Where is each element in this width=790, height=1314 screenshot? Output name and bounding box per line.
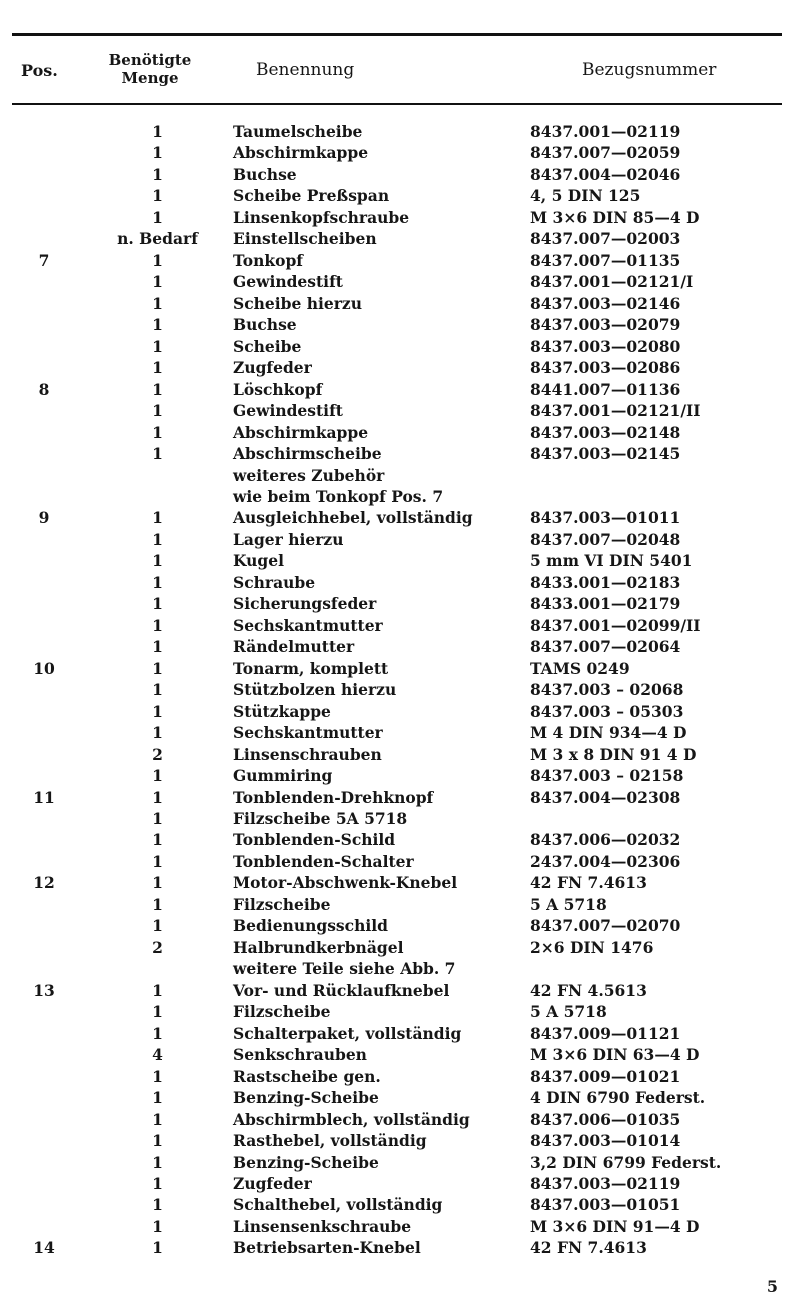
header-bezugsnummer: Bezugsnummer [582,60,717,80]
table-row [0,1066,790,1087]
table-row [0,1152,790,1173]
row-designation: Stützkappe [233,701,331,721]
table-row [0,1130,790,1151]
row-designation: Filzscheibe [233,894,331,914]
row-designation: Linsensenkschraube [233,1216,412,1236]
row-quantity: 1 [152,293,163,313]
row-quantity: 1 [152,1109,163,1129]
row-quantity: 1 [152,1088,163,1108]
row-pos: 13 [33,980,55,1000]
row-reference-number: 5 mm VI DIN 5401 [530,551,693,571]
row-reference-number: 8437.003—01051 [530,1195,681,1215]
row-quantity: 1 [152,572,163,592]
top-rule [12,33,782,36]
row-quantity: 1 [152,1173,163,1193]
table-row [0,829,790,850]
table-row [0,1216,790,1237]
row-quantity: 1 [152,358,163,378]
row-designation: Sechskantmutter [233,615,383,635]
row-designation: Schalthebel, vollständig [233,1195,443,1215]
table-row [0,550,790,571]
row-pos: 11 [33,787,55,807]
row-reference-number: 8437.003—02080 [530,336,681,356]
row-designation: Löschkopf [233,379,323,399]
table-body [0,121,790,1259]
row-quantity: 1 [152,250,163,270]
table-row [0,422,790,443]
row-reference-number: 4, 5 DIN 125 [530,186,641,206]
row-designation: Zugfeder [233,358,312,378]
table-row [0,228,790,249]
row-quantity: 1 [152,1195,163,1215]
table-row [0,271,790,292]
row-reference-number: 8437.004—02308 [530,787,681,807]
row-designation: Gummiring [233,766,333,786]
row-quantity: 1 [152,1238,163,1258]
row-reference-number: M 4 DIN 934—4 D [530,723,687,743]
row-quantity: 1 [152,444,163,464]
row-pos: 8 [38,379,50,399]
row-reference-number: 2437.004—02306 [530,851,681,871]
page-number: 5 [766,1277,778,1296]
row-designation: Buchse [233,315,297,335]
row-quantity: 2 [152,744,163,764]
row-reference-number: 4 DIN 6790 Federst. [530,1088,706,1108]
table-row [0,915,790,936]
row-reference-number: M 3×6 DIN 85—4 D [530,207,700,227]
row-reference-number: 42 FN 7.4613 [530,1238,647,1258]
row-quantity: 1 [152,143,163,163]
row-designation: Linsenkopfschraube [233,207,410,227]
row-quantity: 1 [152,315,163,335]
row-quantity: 1 [152,830,163,850]
row-reference-number: 8437.003—02119 [530,1173,681,1193]
row-reference-number: 8437.003—02148 [530,422,681,442]
row-pos: 7 [38,250,50,270]
table-row [0,1087,790,1108]
row-designation: Abschirmkappe [233,422,369,442]
table-row [0,958,790,979]
row-reference-number: 8437.007—01135 [530,250,681,270]
table-row [0,314,790,335]
row-designation: Ausgleichhebel, vollständig [233,508,473,528]
row-quantity: 1 [152,1152,163,1172]
row-designation: Tonblenden-Schalter [233,851,414,871]
row-quantity: 1 [152,422,163,442]
row-designation: Einstellscheiben [233,229,377,249]
table-row [0,529,790,550]
row-designation: Abschirmblech, vollständig [233,1109,470,1129]
table-row [0,744,790,765]
row-designation: weiteres Zubehör [233,465,385,485]
row-quantity: 1 [152,551,163,571]
row-designation: Stützbolzen hierzu [233,680,397,700]
row-designation: wie beim Tonkopf Pos. 7 [233,486,444,506]
row-reference-number: 5 A 5718 [530,1002,607,1022]
row-reference-number: 8437.003—02086 [530,358,681,378]
table-row [0,615,790,636]
row-designation: Rändelmutter [233,637,355,657]
row-reference-number: 8433.001—02183 [530,572,681,592]
row-designation: Gewindestift [233,401,343,421]
row-designation: Benzing-Scheibe [233,1152,379,1172]
row-reference-number: 8437.009—01021 [530,1066,681,1086]
row-designation: Rasthebel, vollständig [233,1131,427,1151]
table-row [0,894,790,915]
table-row [0,937,790,958]
row-quantity: 1 [152,680,163,700]
table-row [0,636,790,657]
row-quantity: 4 [152,1045,163,1065]
row-designation: Tonblenden-Schild [233,830,396,850]
row-quantity: 1 [152,809,163,828]
table-row [0,1109,790,1130]
row-designation: Linsenschrauben [233,744,382,764]
row-designation: Zugfeder [233,1173,312,1193]
row-quantity: 1 [152,658,163,678]
table-row [0,765,790,786]
row-designation: Scheibe [233,336,302,356]
row-designation: Sicherungsfeder [233,594,377,614]
row-quantity: 1 [152,1066,163,1086]
table-row [0,142,790,163]
table-row [0,486,790,507]
row-designation: Filzscheibe [233,1002,331,1022]
row-designation: Schalterpaket, vollständig [233,1023,462,1043]
row-designation: Rastscheibe gen. [233,1066,381,1086]
row-reference-number: 8437.003 – 02158 [530,766,684,786]
table-row [0,722,790,743]
row-reference-number: 8437.006—01035 [530,1109,681,1129]
table-row [0,658,790,679]
header-menge-line2: Menge [121,69,179,87]
row-quantity: 1 [152,894,163,914]
row-reference-number: 8437.007—02059 [530,143,681,163]
row-reference-number: 3,2 DIN 6799 Federst. [530,1152,722,1172]
table-row [0,808,790,829]
row-quantity: 1 [152,851,163,871]
row-reference-number: 2×6 DIN 1476 [530,937,654,957]
row-reference-number: M 3×6 DIN 91—4 D [530,1216,700,1236]
table-row [0,787,790,808]
row-reference-number: 8441.007—01136 [530,379,681,399]
table-row [0,980,790,1001]
row-pos: 9 [38,508,50,528]
table-row [0,443,790,464]
row-reference-number: 8437.003—01014 [530,1131,681,1151]
row-designation: Taumelscheibe [233,122,363,141]
row-quantity: 1 [152,401,163,421]
row-designation: Schraube [233,572,316,592]
table-row [0,1044,790,1065]
table-row [0,185,790,206]
row-quantity: 1 [152,1002,163,1022]
row-reference-number: 5 A 5718 [530,894,607,914]
table-row [0,357,790,378]
row-pos: 14 [33,1238,55,1258]
row-designation: Betriebsarten-Knebel [233,1238,421,1258]
row-reference-number: 8437.003—02145 [530,444,681,464]
row-quantity: 1 [152,701,163,721]
row-pos: 10 [33,658,55,678]
table-row [0,465,790,486]
table-row [0,1023,790,1044]
row-designation: Sechskantmutter [233,723,383,743]
row-reference-number: 8433.001—02179 [530,594,681,614]
row-quantity: 1 [152,980,163,1000]
row-reference-number: 8437.003—02146 [530,293,681,313]
row-reference-number: 8437.001—02119 [530,122,681,141]
row-designation: Abschirmscheibe [233,444,382,464]
row-reference-number: 8437.006—02032 [530,830,681,850]
header-benennung: Benennung [256,60,355,80]
header-pos: Pos. [21,61,58,80]
row-designation: Scheibe hierzu [233,293,363,313]
table-row [0,1173,790,1194]
row-quantity: 1 [152,272,163,292]
row-quantity: 1 [152,336,163,356]
row-designation: Buchse [233,164,297,184]
row-designation: Motor-Abschwenk-Knebel [233,873,458,893]
row-reference-number: 8437.003 – 02068 [530,680,684,700]
row-reference-number: 42 FN 4.5613 [530,980,647,1000]
table-row [0,851,790,872]
row-quantity: 1 [152,508,163,528]
row-reference-number: 8437.001—02121/I [530,272,694,292]
row-quantity: 1 [152,873,163,893]
table-row [0,293,790,314]
row-quantity: 1 [152,186,163,206]
table-row [0,336,790,357]
table-row [0,593,790,614]
row-quantity: 1 [152,787,163,807]
row-quantity: 1 [152,594,163,614]
header-menge-line1: Benötigte [108,51,192,69]
row-designation: weitere Teile siehe Abb. 7 [233,959,456,979]
table-row [0,1001,790,1022]
row-designation: Bedienungsschild [233,916,388,936]
table-row [0,379,790,400]
row-designation: Tonblenden-Drehknopf [233,787,434,807]
row-reference-number: 42 FN 7.4613 [530,873,647,893]
row-reference-number: 8437.001—02099/II [530,615,701,635]
row-quantity: 2 [152,937,163,957]
row-quantity: n. Bedarf [117,229,198,249]
table-row [0,701,790,722]
row-designation: Tonkopf [233,250,303,270]
table-row [0,679,790,700]
row-reference-number: 8437.007—02070 [530,916,681,936]
row-quantity: 1 [152,379,163,399]
row-quantity: 1 [152,916,163,936]
row-designation: Filzscheibe 5A 5718 [233,809,408,828]
row-designation: Lager hierzu [233,529,344,549]
table-row [0,1237,790,1258]
row-quantity: 1 [152,207,163,227]
row-quantity: 1 [152,1131,163,1151]
row-reference-number: TAMS 0249 [530,658,630,678]
row-quantity: 1 [152,529,163,549]
table-row [0,400,790,421]
row-designation: Abschirmkappe [233,143,369,163]
row-quantity: 1 [152,637,163,657]
table-row [0,1194,790,1215]
row-reference-number: 8437.009—01121 [530,1023,681,1043]
row-designation: Scheibe Preßspan [233,186,390,206]
table-row [0,250,790,271]
row-reference-number: 8437.003 – 05303 [530,701,684,721]
table-row [0,572,790,593]
row-reference-number: 8437.003—02079 [530,315,681,335]
row-quantity: 1 [152,723,163,743]
table-row [0,121,790,142]
row-reference-number: M 3 x 8 DIN 91 4 D [530,744,697,764]
row-reference-number: M 3×6 DIN 63—4 D [530,1045,700,1065]
row-quantity: 1 [152,615,163,635]
row-pos: 12 [33,873,55,893]
row-reference-number: 8437.007—02048 [530,529,681,549]
row-designation: Gewindestift [233,272,343,292]
table-row [0,164,790,185]
row-reference-number: 8437.001—02121/II [530,401,701,421]
row-reference-number: 8437.007—02064 [530,637,681,657]
row-reference-number: 8437.004—02046 [530,164,681,184]
row-quantity: 1 [152,1216,163,1236]
row-designation: Kugel [233,551,284,571]
header-rule [12,103,782,105]
row-quantity: 1 [152,1023,163,1043]
row-designation: Halbrundkerbnägel [233,937,404,957]
row-designation: Vor- und Rücklaufknebel [233,980,450,1000]
row-quantity: 1 [152,766,163,786]
row-designation: Senkschrauben [233,1045,367,1065]
row-reference-number: 8437.007—02003 [530,229,681,249]
table-row [0,207,790,228]
header-menge [100,51,200,87]
row-reference-number: 8437.003—01011 [530,508,681,528]
table-row [0,872,790,893]
row-designation: Tonarm, komplett [233,658,389,678]
row-quantity: 1 [152,164,163,184]
table-row [0,507,790,528]
row-designation: Benzing-Scheibe [233,1088,379,1108]
row-quantity: 1 [152,122,163,141]
